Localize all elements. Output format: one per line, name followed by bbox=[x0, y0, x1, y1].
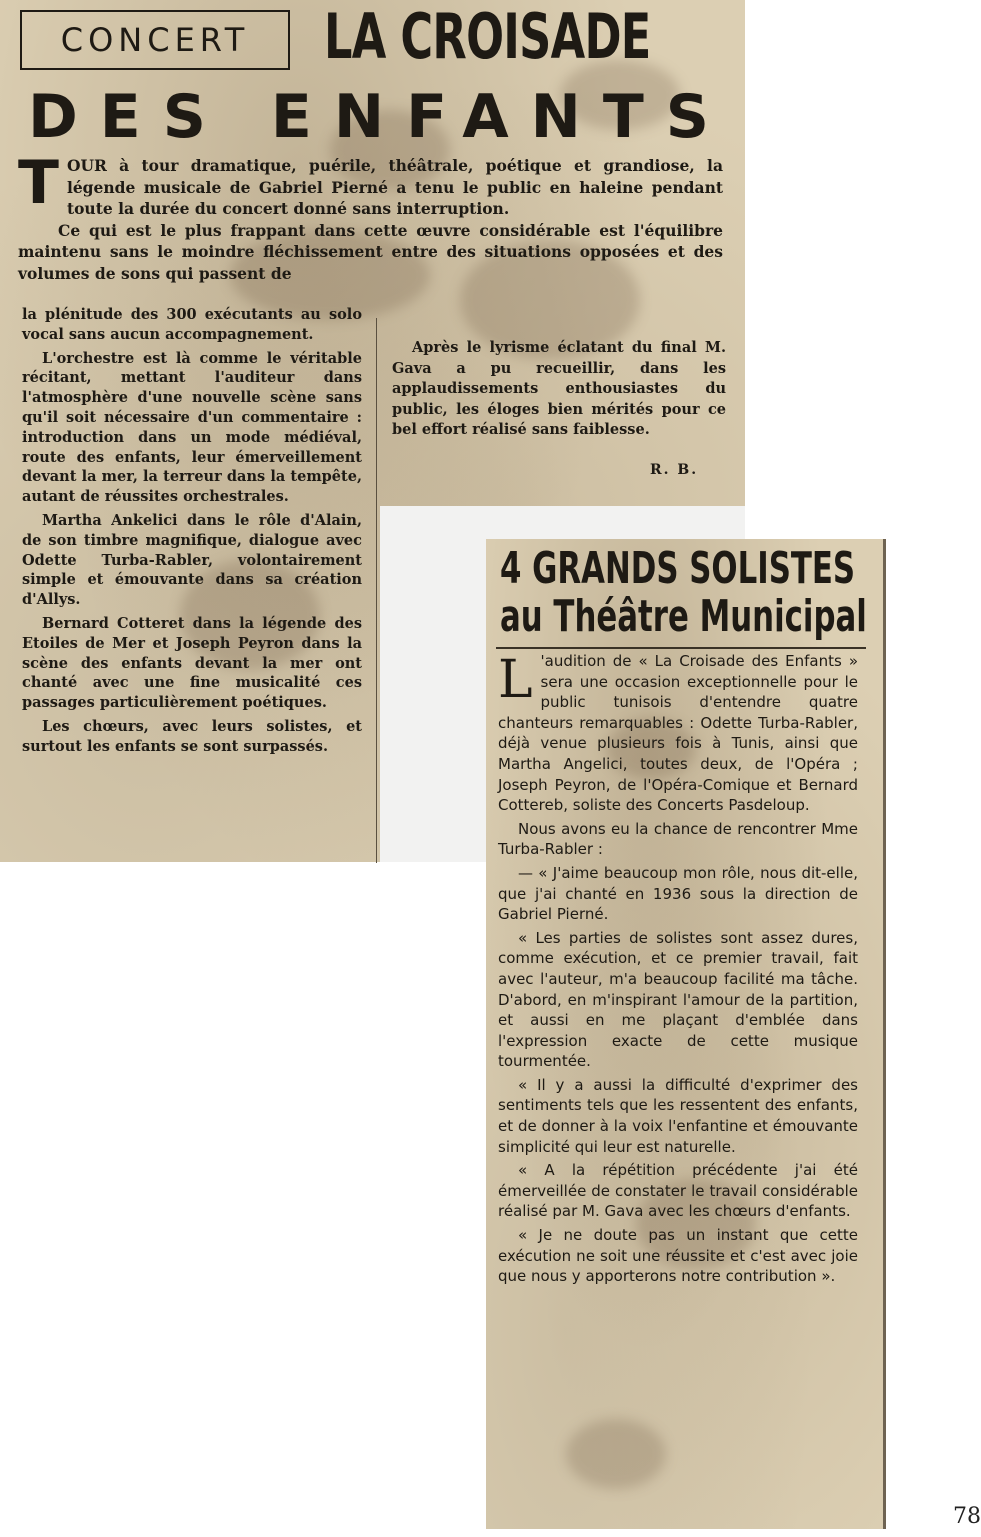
drop-cap: T bbox=[18, 148, 59, 218]
right-paragraph: Après le lyrisme éclatant du final M. Gava a pu recueillir, dans les applaudissements enthousiastes du public, les éloges bien mérités pour ce bel effort réalisé sans faiblesse. bbox=[392, 339, 726, 438]
headline-line2: DES ENFANTS bbox=[28, 82, 731, 152]
headline-line1: 4 GRANDS SOLISTES bbox=[500, 543, 856, 594]
article-paragraph: « Les parties de solistes sont assez dures, comme exécution, et ce premier travail, fait avec l'auteur, m'a beaucoup facilité ma tâche. D'abord, en m'inspirant l'amour de la partition, et aussi en me plaçant d'emblée dans l'expression exacte de cette musique tourmentée. bbox=[498, 928, 858, 1071]
article-paragraph: — « J'aime beaucoup mon rôle, nous dit-elle, que j'ai chanté en 1936 sous la direction de Gabriel Pierné. bbox=[498, 863, 858, 924]
column-divider bbox=[376, 318, 377, 863]
stain bbox=[566, 1419, 666, 1489]
left-column bbox=[22, 305, 362, 761]
signature: R. B. bbox=[650, 462, 699, 478]
left-paragraph: Les chœurs, avec leurs solistes, et surtout les enfants se sont surpassés. bbox=[22, 717, 362, 755]
lede bbox=[18, 148, 723, 284]
left-paragraph: Martha Ankelici dans le rôle d'Alain, de son timbre magnifique, dialogue avec Odette Turba-Rabler, volontairement simple et émouvante dans sa création d'Allys. bbox=[22, 511, 362, 609]
article-paragraph: « A la répétition précédente j'ai été émerveillée de constater le travail considérable réalisé par M. Gava avec les chœurs d'enfants. bbox=[498, 1161, 858, 1221]
left-paragraph: la plénitude des 300 exécutants au solo vocal sans aucun accompagnement. bbox=[22, 306, 362, 343]
article-paragraph: « Je ne doute pas un instant que cette exécution ne soit une réussite et c'est avec joie que nous y apporterons notre contribution ». bbox=[498, 1226, 858, 1286]
article-paragraph: Nous avons eu la chance de rencontrer Mme Turba-Rabler : bbox=[498, 819, 858, 859]
headline-rule bbox=[496, 647, 866, 649]
article-body bbox=[498, 651, 858, 1290]
clipping-soloists-article bbox=[486, 539, 886, 1529]
page-number: 78 bbox=[953, 1504, 981, 1529]
article-paragraph: « Il y a aussi la difficulté d'exprimer des sentiments tels que les ressentent des enfants, et de donner à la voix l'enfantine et émouvante simplicité qui leur est naturelle. bbox=[498, 1075, 858, 1156]
kicker-box: CONCERT bbox=[20, 10, 290, 70]
right-column bbox=[392, 338, 726, 441]
lede-paragraph-2: Ce qui est le plus frappant dans cette œuvre considérable est l'équilibre maintenu sans le moindre fléchissement entre des situations opposées et des volumes de sons qui passent de bbox=[18, 220, 723, 283]
left-paragraph: L'orchestre est là comme le véritable récitant, mettant l'auditeur dans l'atmosphère d'une nouvelle scène sans qu'il soit nécessaire d'un commentaire : introduction dans un mode médiéval, route des enfants, leur émerveillement devant la mer, la terreur dans la tempête, autant de réussites orchestrales. bbox=[22, 349, 362, 506]
drop-cap: L bbox=[498, 650, 533, 710]
headline-line1: LA CROISADE bbox=[324, 0, 651, 73]
left-paragraph: Bernard Cotteret dans la légende des Etoiles de Mer et Joseph Peyron dans la scène des enfants devant la mer ont chanté avec une fine musicalité ces passages particulièrement poétiques. bbox=[22, 614, 362, 712]
lede-paragraph-1: OUR à tour dramatique, puérile, théâtrale, poétique et grandiose, la légende musicale de Gabriel Pierné a tenu le public en haleine pendant toute la durée du concert donné sans interruption. bbox=[66, 156, 723, 218]
article-paragraph: 'audition de « La Croisade des Enfants » sera une occasion exceptionnelle pour le public tunisois d'entendre quatre chanteurs remarquables : Odette Turba-Rabler, déjà venue plusieurs fois à Tunis, ainsi que Martha Angelici, toutes deux, de l'Opéra ; Joseph Peyron, de l'Opéra-Comique et Bernard Cottereb, soliste des Concerts Pasdeloup. bbox=[498, 652, 858, 815]
headline-line2: au Théâtre Municipal bbox=[500, 591, 867, 642]
